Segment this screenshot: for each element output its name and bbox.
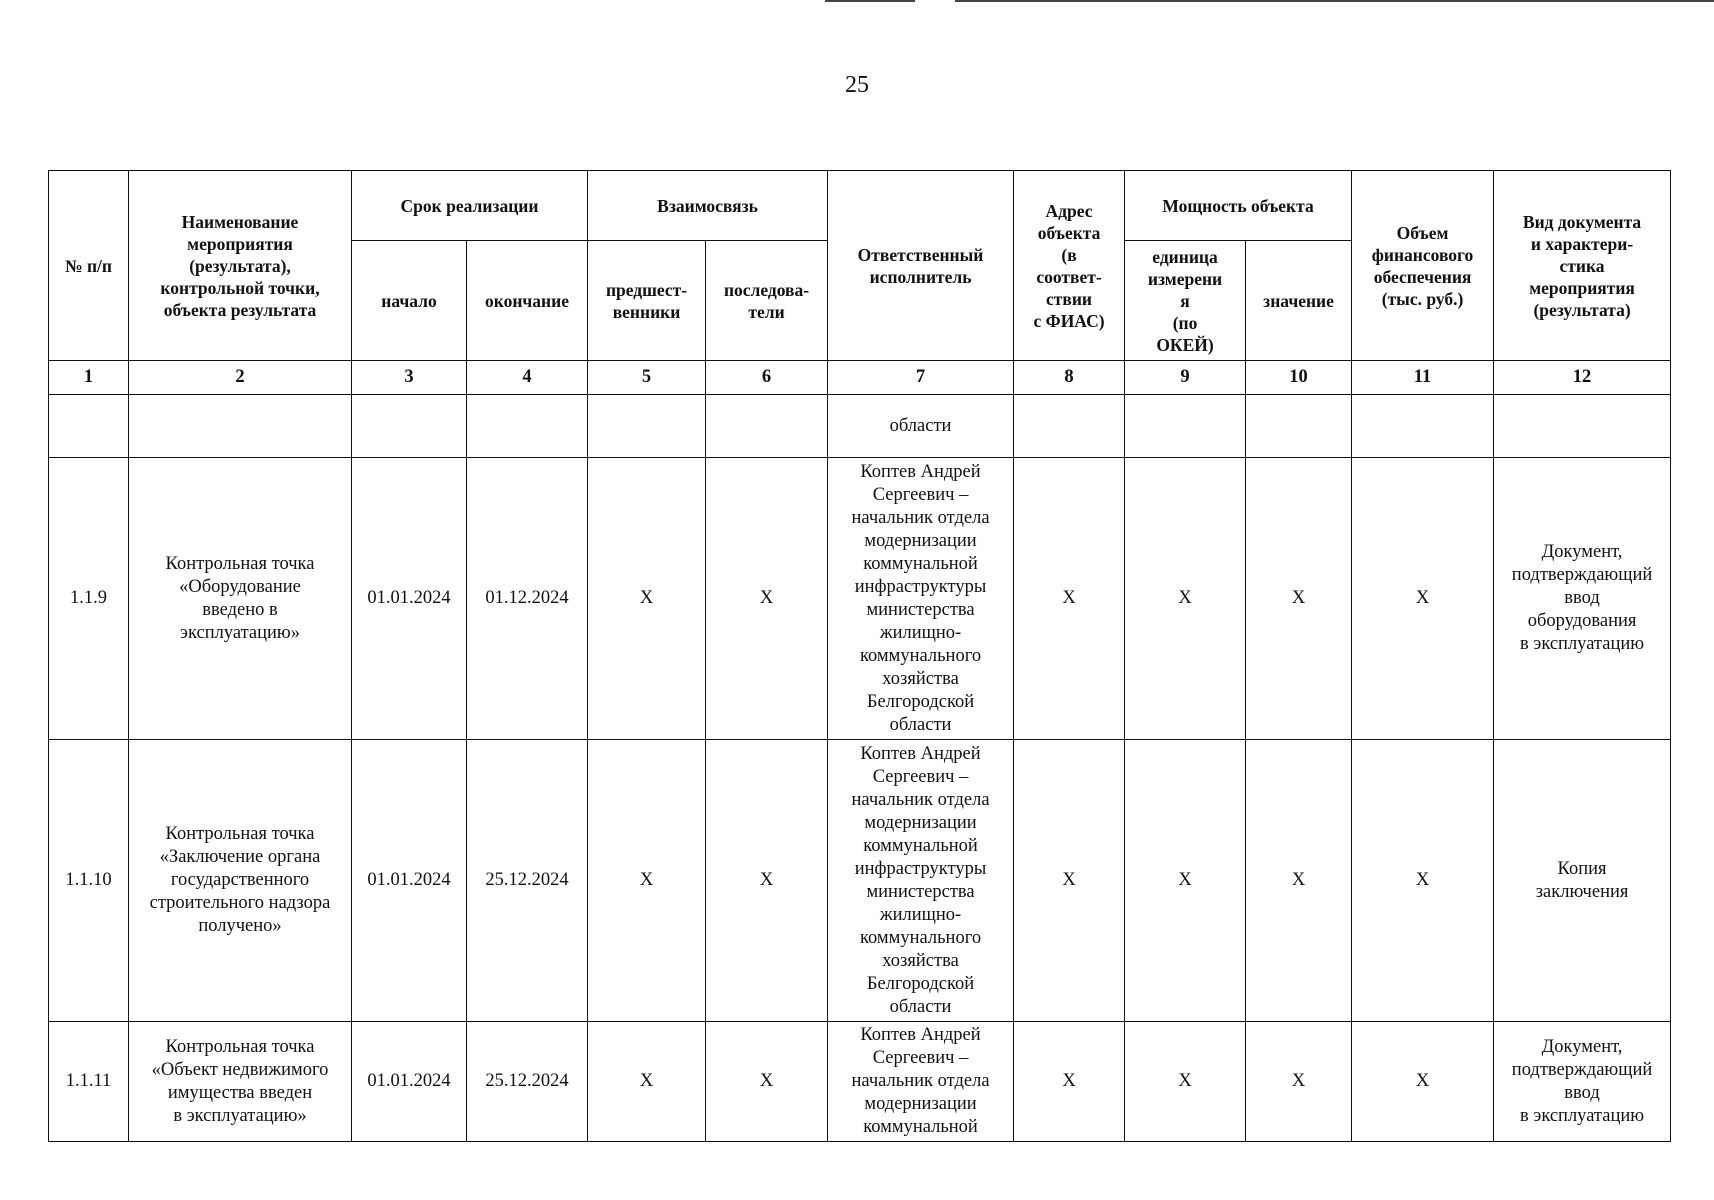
row-unit: X [1125, 1022, 1246, 1142]
text-line: предшест- [605, 279, 688, 300]
text-line: Наименование [181, 211, 299, 232]
row-num: 1.1.11 [49, 1022, 129, 1142]
row-start: 01.01.2024 [352, 740, 467, 1022]
header-predecessors [588, 241, 706, 361]
row-finance: X [1352, 1022, 1494, 1142]
text-line: единица [1152, 246, 1218, 267]
row-value: X [1246, 740, 1352, 1022]
row-value: X [1246, 458, 1352, 740]
text-line: эксплуатацию» [180, 622, 300, 643]
text-line: министерства [866, 881, 975, 902]
text-line: венники [612, 301, 681, 322]
header-relation: Взаимосвязь [588, 171, 828, 241]
row-end: 25.12.2024 [467, 1022, 588, 1142]
text-line: (результата), [189, 255, 291, 276]
row-start: 01.01.2024 [352, 458, 467, 740]
text-line: я [1180, 290, 1190, 311]
text-line: Копия [1557, 858, 1607, 879]
text-line: в эксплуатацию [1520, 1105, 1645, 1126]
text-line: Документ, [1541, 1036, 1623, 1057]
text-line: ствии [1046, 288, 1093, 309]
row-responsible [828, 1022, 1014, 1142]
text-line: тели [748, 301, 785, 322]
header-num: № п/п [49, 171, 129, 361]
text-line: Контрольная точка [165, 553, 315, 574]
top-rule-left [825, 0, 915, 2]
row-start: 01.01.2024 [352, 1022, 467, 1142]
text-line: модернизации [864, 1094, 977, 1114]
plan-table [48, 170, 1671, 1142]
row-name [129, 458, 352, 740]
text-line: начальник отдела [851, 507, 990, 528]
text-line: коммунального [859, 645, 982, 666]
text-line: (тыс. руб.) [1381, 288, 1464, 309]
row-pred: X [588, 740, 706, 1022]
row-address: X [1014, 1022, 1125, 1142]
row-unit: X [1125, 740, 1246, 1022]
text-line: стика [1559, 255, 1605, 276]
row-num: 1.1.10 [49, 740, 129, 1022]
text-line: начальник отдела [851, 789, 990, 810]
header-successors [706, 241, 828, 361]
row-address: X [1014, 740, 1125, 1022]
text-line: области [889, 714, 952, 735]
row-end: 25.12.2024 [467, 740, 588, 1022]
text-line: жилищно- [879, 622, 962, 643]
header-finance [1352, 171, 1494, 361]
row-end: 01.12.2024 [467, 458, 588, 740]
col-num-7: 7 [828, 361, 1014, 395]
text-line: в эксплуатацию» [173, 1105, 307, 1126]
text-line: и характери- [1530, 233, 1634, 254]
text-line: «Оборудование [179, 576, 301, 597]
text-line: (в [1061, 244, 1077, 265]
header-start: начало [352, 241, 467, 361]
row-succ: X [706, 740, 828, 1022]
text-line: получено» [198, 916, 282, 936]
text-line: хозяйства [882, 950, 959, 971]
row-finance: X [1352, 458, 1494, 740]
table-row [49, 740, 1671, 1022]
col-num-4: 4 [467, 361, 588, 395]
row-unit: X [1125, 458, 1246, 740]
text-line: последова- [723, 279, 810, 300]
text-line: инфраструктуры [854, 576, 987, 597]
text-line: Коптев Андрей [860, 1025, 981, 1045]
text-line: Белгородской [866, 691, 975, 712]
col-num-3: 3 [352, 361, 467, 395]
row-name [129, 1022, 352, 1142]
text-line: «Заключение органа [159, 847, 321, 867]
row-num: 1.1.9 [49, 458, 129, 740]
col-num-11: 11 [1352, 361, 1494, 395]
text-line: Вид документа [1522, 211, 1642, 232]
text-line: объекта [1037, 222, 1101, 243]
text-line: (по [1172, 312, 1198, 333]
text-line: министерства [866, 599, 975, 620]
row-pred: X [588, 1022, 706, 1142]
row-name [129, 740, 352, 1022]
text-line: мероприятия [187, 233, 293, 254]
text-line: Сергеевич – [872, 484, 969, 505]
header-capacity: Мощность объекта [1125, 171, 1352, 241]
text-line: «Объект недвижимого [151, 1059, 329, 1080]
row-doc [1494, 740, 1671, 1022]
text-line: модернизации [864, 530, 977, 551]
text-line: области [889, 996, 952, 1017]
text-line: инфраструктуры [854, 858, 987, 879]
text-line: в эксплуатацию [1520, 634, 1645, 654]
header-address [1014, 171, 1125, 361]
text-line: коммунального [859, 927, 982, 948]
text-line: Белгородской [866, 973, 975, 994]
header-end: окончание [467, 241, 588, 361]
text-line: обеспечения [1373, 266, 1472, 287]
text-line: заключения [1535, 881, 1629, 902]
row-pred: X [588, 458, 706, 740]
text-line: объекта результата [163, 299, 317, 320]
text-line: Контрольная точка [165, 824, 315, 844]
row-doc [1494, 1022, 1671, 1142]
col-num-2: 2 [129, 361, 352, 395]
text-line: Контрольная точка [165, 1036, 315, 1057]
row-doc [1494, 458, 1671, 740]
row-address: X [1014, 458, 1125, 740]
row-value: X [1246, 1022, 1352, 1142]
row-responsible [828, 740, 1014, 1022]
text-line: финансового [1371, 244, 1474, 265]
col-num-8: 8 [1014, 361, 1125, 395]
text-line: коммунальной [863, 835, 978, 856]
top-rule-right [955, 0, 1714, 2]
text-line: мероприятия [1529, 277, 1635, 298]
table-row [49, 1022, 1671, 1142]
text-line: исполнитель [869, 266, 972, 287]
text-line: Объем [1396, 222, 1449, 243]
text-line: измерени [1147, 268, 1223, 289]
col-num-1: 1 [49, 361, 129, 395]
text-line: введено в [202, 599, 278, 620]
text-line: Ответственный [857, 244, 984, 265]
text-line: с ФИАС) [1033, 310, 1105, 331]
text-line: подтверждающий [1511, 565, 1653, 585]
header-doc-type [1494, 171, 1671, 361]
header-responsible [828, 171, 1014, 361]
text-line: ОКЕЙ) [1156, 334, 1214, 355]
text-line: (результата) [1533, 299, 1631, 320]
text-line: Коптев Андрей [860, 461, 981, 482]
continuation-text: области [828, 395, 1014, 458]
text-line: хозяйства [882, 668, 959, 689]
header-value: значение [1246, 241, 1352, 361]
text-line: жилищно- [879, 904, 962, 925]
text-line: строительного надзора [149, 893, 331, 913]
header-period: Срок реализации [352, 171, 588, 241]
row-succ: X [706, 1022, 828, 1142]
col-num-10: 10 [1246, 361, 1352, 395]
text-line: подтверждающий [1511, 1059, 1653, 1080]
text-line: Документ, [1541, 542, 1623, 562]
col-num-12: 12 [1494, 361, 1671, 395]
row-finance: X [1352, 740, 1494, 1022]
row-succ: X [706, 458, 828, 740]
text-line: оборудования [1527, 611, 1637, 631]
text-line: Сергеевич – [872, 766, 969, 787]
row-responsible [828, 458, 1014, 740]
column-number-row [49, 361, 1671, 395]
col-num-6: 6 [706, 361, 828, 395]
text-line: ввод [1564, 588, 1600, 608]
header-unit [1125, 241, 1246, 361]
col-num-5: 5 [588, 361, 706, 395]
text-line: модернизации [864, 812, 977, 833]
text-line: имущества введен [167, 1082, 313, 1103]
text-line: Адрес [1045, 200, 1093, 221]
text-line: начальник отдела [851, 1071, 990, 1091]
continuation-row [49, 395, 1671, 458]
header-name [129, 171, 352, 361]
text-line: Коптев Андрей [860, 743, 981, 764]
text-line: ввод [1564, 1082, 1600, 1103]
col-num-9: 9 [1125, 361, 1246, 395]
text-line: Сергеевич – [872, 1048, 969, 1068]
text-line: коммунальной [863, 553, 978, 574]
table-row [49, 458, 1671, 740]
text-line: соответ- [1036, 266, 1102, 287]
text-line: контрольной точки, [160, 277, 320, 298]
page-number: 25 [845, 72, 869, 98]
text-line: государственного [170, 870, 310, 890]
text-line: коммунальной [863, 1117, 978, 1137]
